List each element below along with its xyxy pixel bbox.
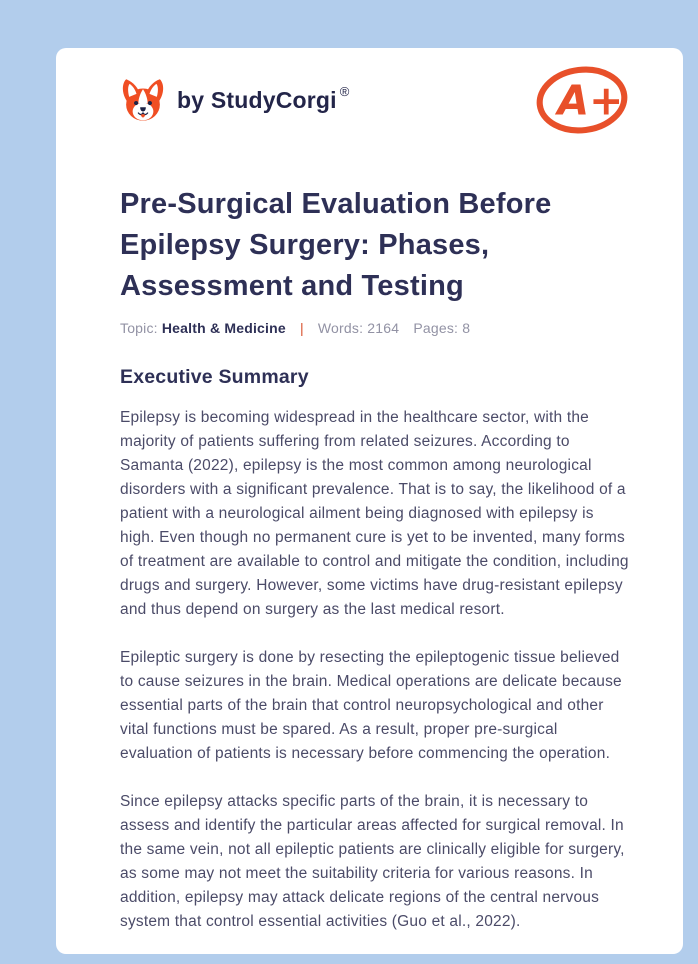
- card-header: [120, 62, 631, 138]
- a-plus-circle-icon: [533, 62, 631, 138]
- paragraph-3: Since epilepsy attacks specific parts of the brain, it is necessary to assess and identify the particular areas affected for surgical removal. In the same vein, not all epileptic patients are clinically eligible for surgery, as some may not meet the suitability criteria for various reasons. In addition, epilepsy may attack delicate regions of the central nervous system that control essential activities (Guo et al., 2022).: [120, 793, 625, 930]
- meta-separator: |: [299, 320, 304, 336]
- article-meta: [120, 320, 631, 336]
- brand-name: by StudyCorgi: [177, 86, 337, 113]
- essay-text: [120, 406, 631, 934]
- words-label: Words:: [317, 320, 364, 336]
- paragraph-1: Epilepsy is becoming widespread in the healthcare sector, with the majority of patients suffering from related seizures. According to Samanta (2022), epilepsy is the most common among neurological disorders with a significant prevalence. That is to say, the likelihood of a patient with a neurological ailment being diagnosed with epilepsy is high. Even though no permanent cure is yet to be invented, many forms of treatment are available to control and mitigate the condition, including drugs and surgery. However, some victims have drug-resistant epilepsy and thus depend on surgery as the last medical resort.: [120, 409, 629, 618]
- topic-label: Topic:: [120, 320, 158, 336]
- document-card: [56, 48, 683, 954]
- section-heading: Executive Summary: [120, 366, 309, 388]
- registered-trademark: ®: [339, 83, 350, 99]
- pages-label: Pages:: [413, 320, 459, 336]
- pages-value: 8: [462, 320, 471, 336]
- words-value: 2164: [367, 320, 400, 336]
- paragraph-2: Epileptic surgery is done by resecting the epileptogenic tissue believed to cause seizures in the brain. Medical operations are delicate because essential parts of the brain that control neuropsychological and other vital functions must be spared. As a result, proper pre-surgical evaluation of patients is necessary before commencing the operation.: [120, 649, 622, 762]
- topic-value[interactable]: Health & Medicine: [161, 320, 286, 336]
- corgi-icon: [120, 76, 166, 124]
- studycorgi-brand-link[interactable]: [120, 76, 349, 124]
- a-plus-label: A+: [557, 76, 624, 125]
- page-title: Pre-Surgical Evaluation Before Epilepsy Surgery: Phases, Assessment and Testing: [120, 188, 552, 302]
- article-body: [120, 184, 631, 934]
